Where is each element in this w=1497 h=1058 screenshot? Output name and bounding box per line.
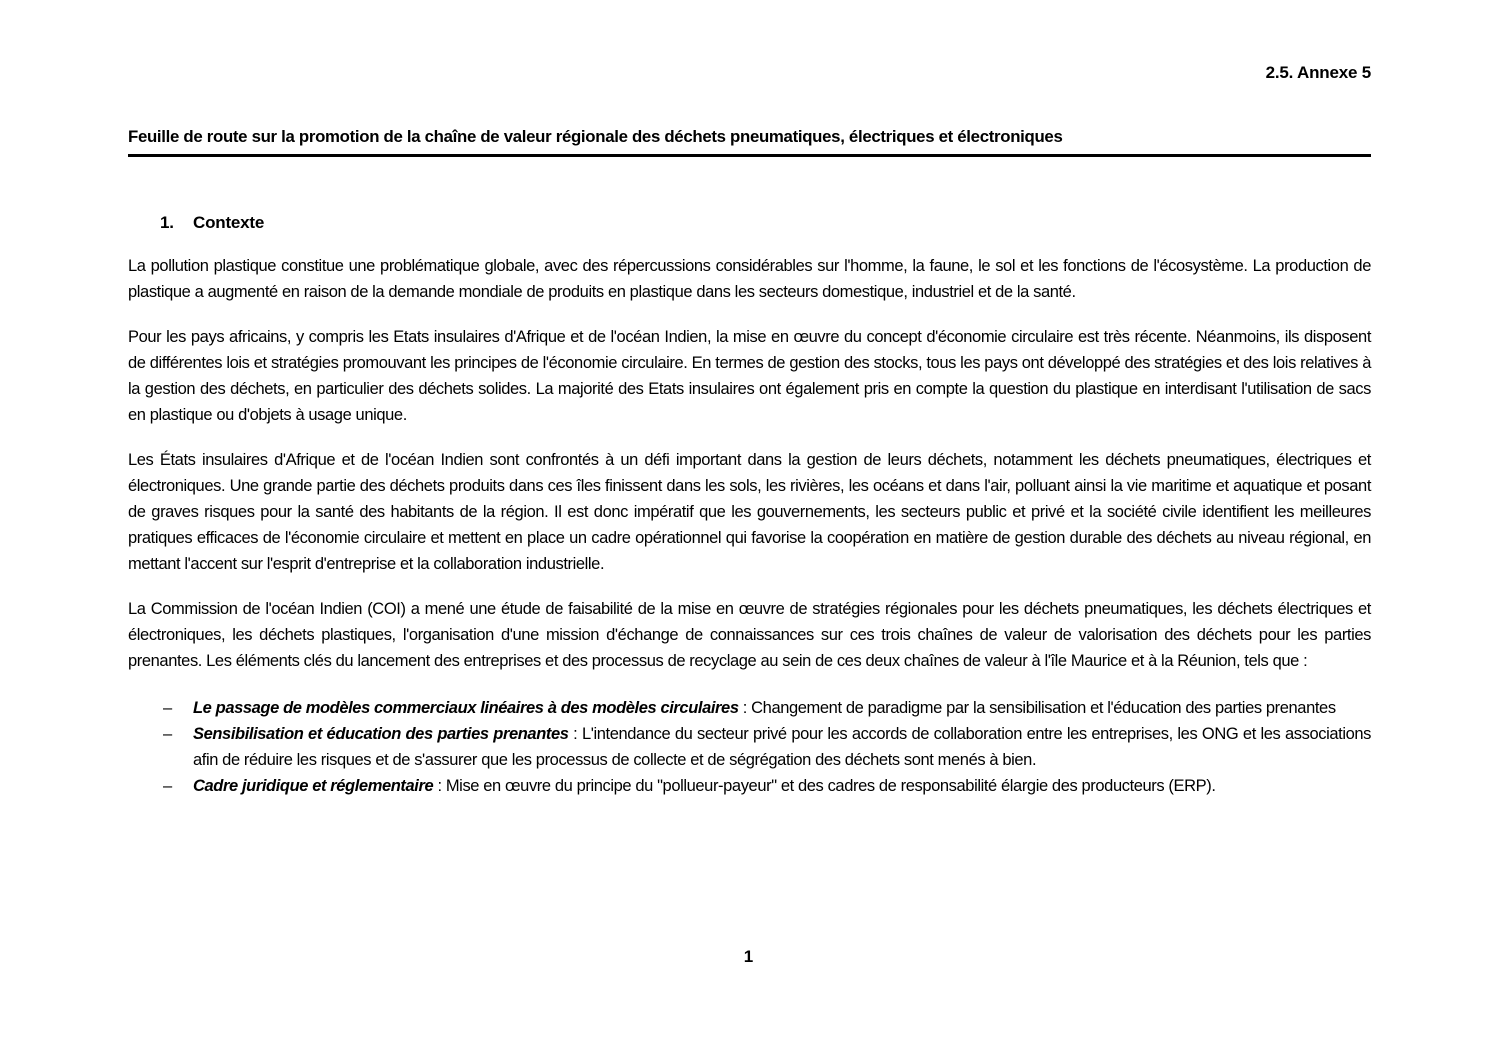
bullet-text [193,773,1371,799]
body-paragraph-3: Les États insulaires d'Afrique et de l'océan Indien sont confrontés à un défi important dans la gestion de leurs déchets, notamment les déchets pneumatiques, électriques et électroniques. Une grande partie des déchets produits dans ces îles finissent dans les sols, les rivières, les océans et dans l'air, polluant ainsi la vie maritime et aquatique et posant de graves risques pour la santé des habitants de la région. Il est donc impératif que les gouvernements, les secteurs public et privé et la société civile identifient les meilleures pratiques efficaces de l'économie circulaire et mettent en place un cadre opérationnel qui favorise la coopération en matière de gestion durable des déchets au niveau régional, en mettant l'accent sur l'esprit d'entreprise et la collaboration industrielle. [128,451,1371,573]
bullet-rest-text: : Mise en œuvre du principe du "pollueur-payeur" et des cadres de responsabilité élargie des producteurs (ERP). [433,777,1216,795]
section-number: 1. [160,213,174,232]
bullet-dash-marker: – [163,699,173,717]
body-paragraph-1: La pollution plastique constitue une problématique globale, avec des répercussions considérables sur l'homme, la faune, le sol et les fonctions de l'écosystème. La production de plastique a augmenté en raison de la demande mondiale de produits en plastique dans les secteurs domestique, industriel et de la santé. [128,257,1371,301]
bullet-item [128,721,1371,773]
bullet-lead-text: Cadre juridique et réglementaire [193,777,434,795]
bullet-dash-marker: – [163,777,173,795]
document-title: Feuille de route sur la promotion de la chaîne de valeur régionale des déchets pneumatiques, électriques et électroniques [128,126,1371,157]
bullet-text [193,695,1371,721]
bullet-item [128,773,1371,799]
page-content [128,0,1371,799]
bullet-lead-text: Le passage de modèles commerciaux linéaires à des modèles circulaires [193,699,739,717]
bullet-lead-text: Sensibilisation et éducation des parties prenantes [193,725,569,743]
bullet-rest-text: : L'intendance du secteur privé pour les accords de collaboration entre les entreprises, les ONG et les associations afin de réduire les risques et de s'assurer que les processus de collecte et de ségrégation des déchets sont menés à bien. [193,725,1372,769]
bullet-item [128,695,1371,721]
bullet-dash-marker: – [163,725,173,743]
page-number: 1 [743,947,754,966]
bullet-list [128,695,1371,799]
bullet-text [193,721,1371,773]
bullet-rest-text: : Changement de paradigme par la sensibilisation et l'éducation des parties prenantes [738,699,1336,717]
section-label: Contexte [193,213,265,232]
section-heading [128,212,1371,234]
annex-label: 2.5. Annexe 5 [1265,63,1371,82]
body-paragraph-2: Pour les pays africains, y compris les Etats insulaires d'Afrique et de l'océan Indien, la mise en œuvre du concept d'économie circulaire est très récente. Néanmoins, ils disposent de différentes lois et stratégies promouvant les principes de l'économie circulaire. En termes de gestion des stocks, tous les pays ont développé des stratégies et des lois relatives à la gestion des déchets, en particulier des déchets solides. La majorité des Etats insulaires ont également pris en compte la question du plastique en interdisant l'utilisation de sacs en plastique ou d'objets à usage unique. [128,328,1371,424]
body-paragraph-4: La Commission de l'océan Indien (COI) a mené une étude de faisabilité de la mise en œuvre de stratégies régionales pour les déchets pneumatiques, les déchets électriques et électroniques, les déchets plastiques, l'organisation d'une mission d'échange de connaissances sur ces trois chaînes de valeur de valorisation des déchets pour les parties prenantes. Les éléments clés du lancement des entreprises et des processus de recyclage au sein de ces deux chaînes de valeur à l'île Maurice et à la Réunion, tels que : [128,600,1371,670]
